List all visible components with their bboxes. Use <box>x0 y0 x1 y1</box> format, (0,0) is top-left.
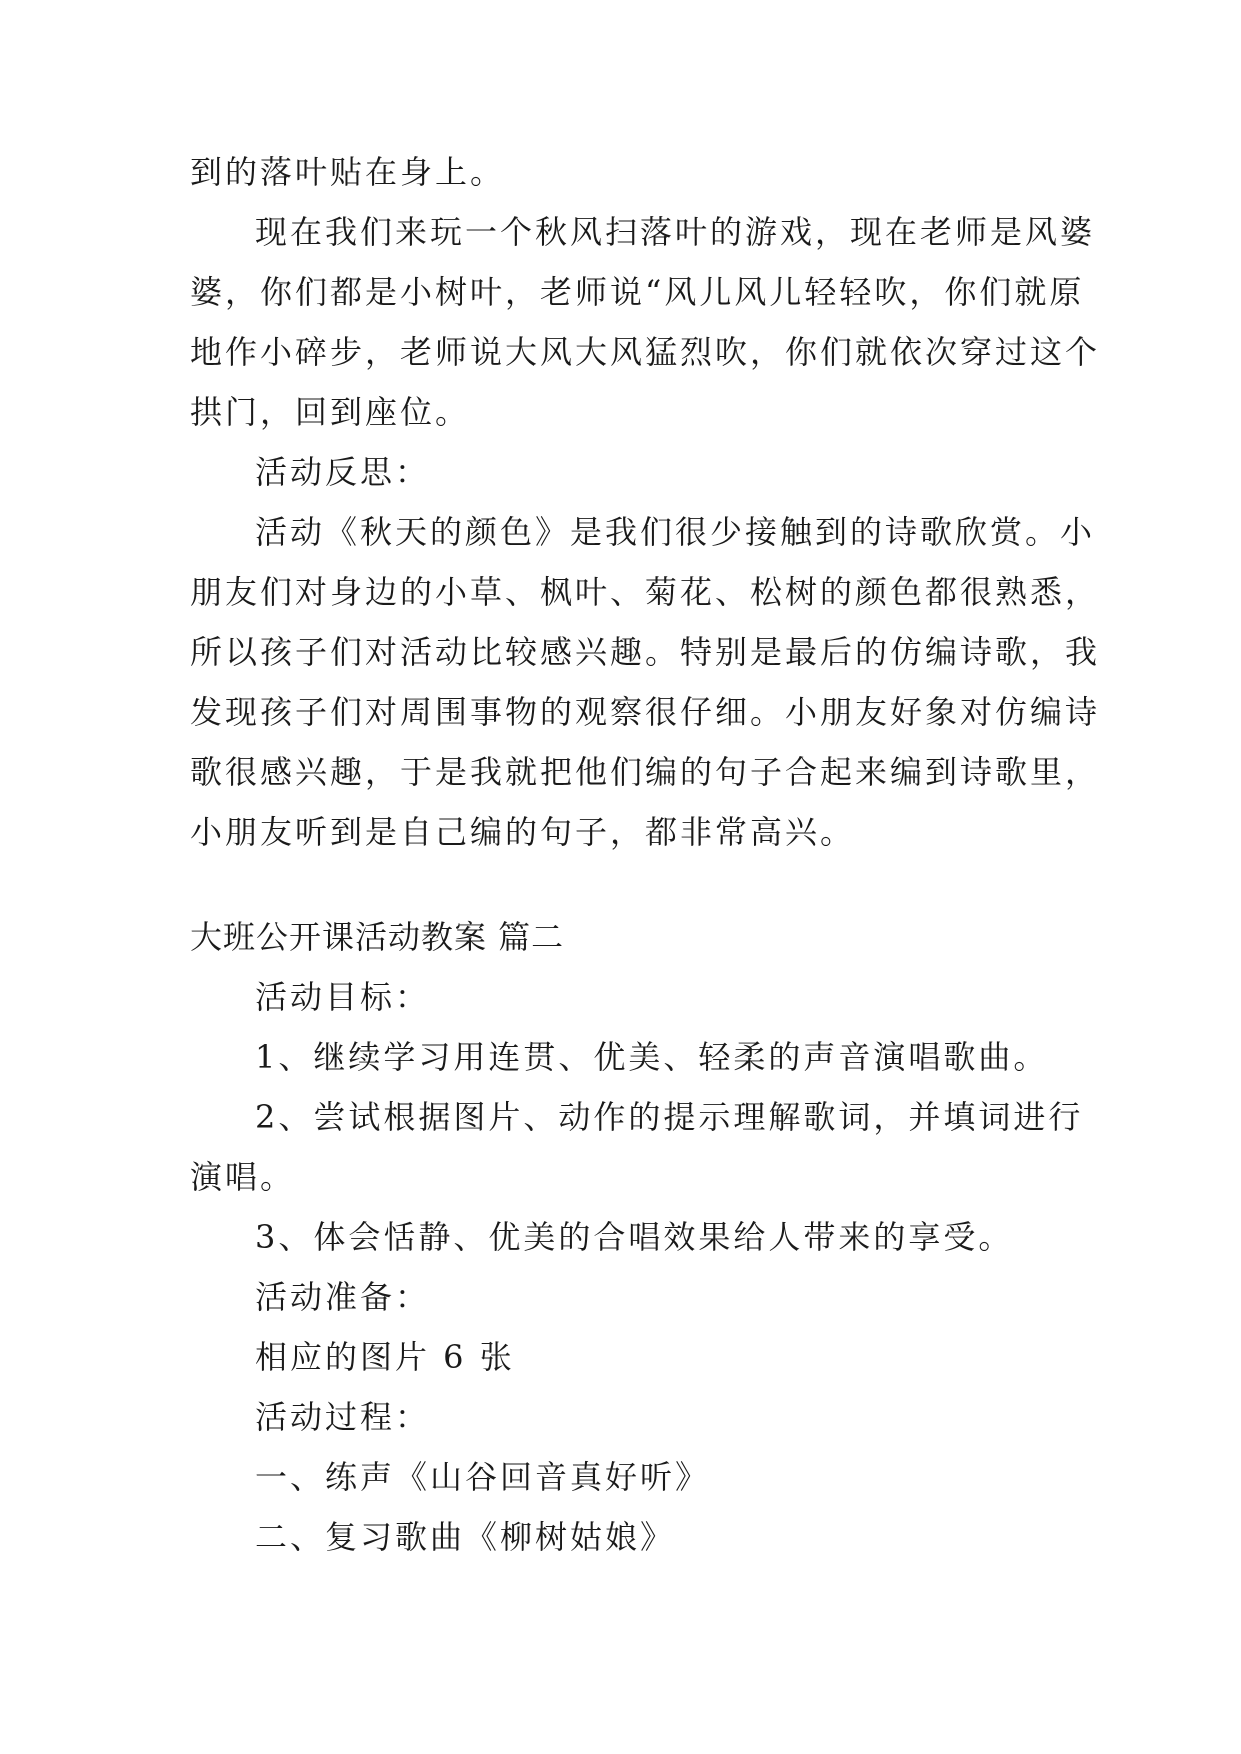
text-line: 歌很感兴趣，于是我就把他们编的句子合起来编到诗歌里， <box>190 753 1101 791</box>
text-line: 现在我们来玩一个秋风扫落叶的游戏，现在老师是风婆 <box>255 213 1096 251</box>
section-label: 活动反思： <box>255 453 431 491</box>
text-line: 相应的图片 6 张 <box>255 1338 515 1376</box>
section-label: 活动准备： <box>255 1278 431 1316</box>
text-line: 所以孩子们对活动比较感兴趣。特别是最后的仿编诗歌，我 <box>190 633 1101 671</box>
list-item: 二、复习歌曲《柳树姑娘》 <box>255 1518 676 1556</box>
list-item: 1、继续学习用连贯、优美、轻柔的声音演唱歌曲。 <box>255 1038 1049 1076</box>
section-label: 活动目标： <box>255 978 431 1016</box>
section-label: 活动过程： <box>255 1398 431 1436</box>
list-item: 2、尝试根据图片、动作的提示理解歌词，并填词进行 <box>255 1098 1084 1136</box>
text-line: 到的落叶贴在身上。 <box>190 153 506 191</box>
section-heading: 大班公开课活动教案 篇二 <box>190 918 565 956</box>
text-line: 演唱。 <box>190 1158 296 1196</box>
text-line: 活动《秋天的颜色》是我们很少接触到的诗歌欣赏。小 <box>255 513 1096 551</box>
text-line: 婆，你们都是小树叶，老师说“风儿风儿轻轻吹，你们就原 <box>190 273 1085 311</box>
text-line: 朋友们对身边的小草、枫叶、菊花、松树的颜色都很熟悉， <box>190 573 1101 611</box>
text-line: 地作小碎步，老师说大风大风猛烈吹，你们就依次穿过这个 <box>190 333 1101 371</box>
list-item: 一、练声《山谷回音真好听》 <box>255 1458 711 1496</box>
text-line: 发现孩子们对周围事物的观察很仔细。小朋友好象对仿编诗 <box>190 693 1101 731</box>
text-line: 小朋友听到是自己编的句子，都非常高兴。 <box>190 813 856 851</box>
list-item: 3、体会恬静、优美的合唱效果给人带来的享受。 <box>255 1218 1014 1256</box>
text-line: 拱门，回到座位。 <box>190 393 471 431</box>
